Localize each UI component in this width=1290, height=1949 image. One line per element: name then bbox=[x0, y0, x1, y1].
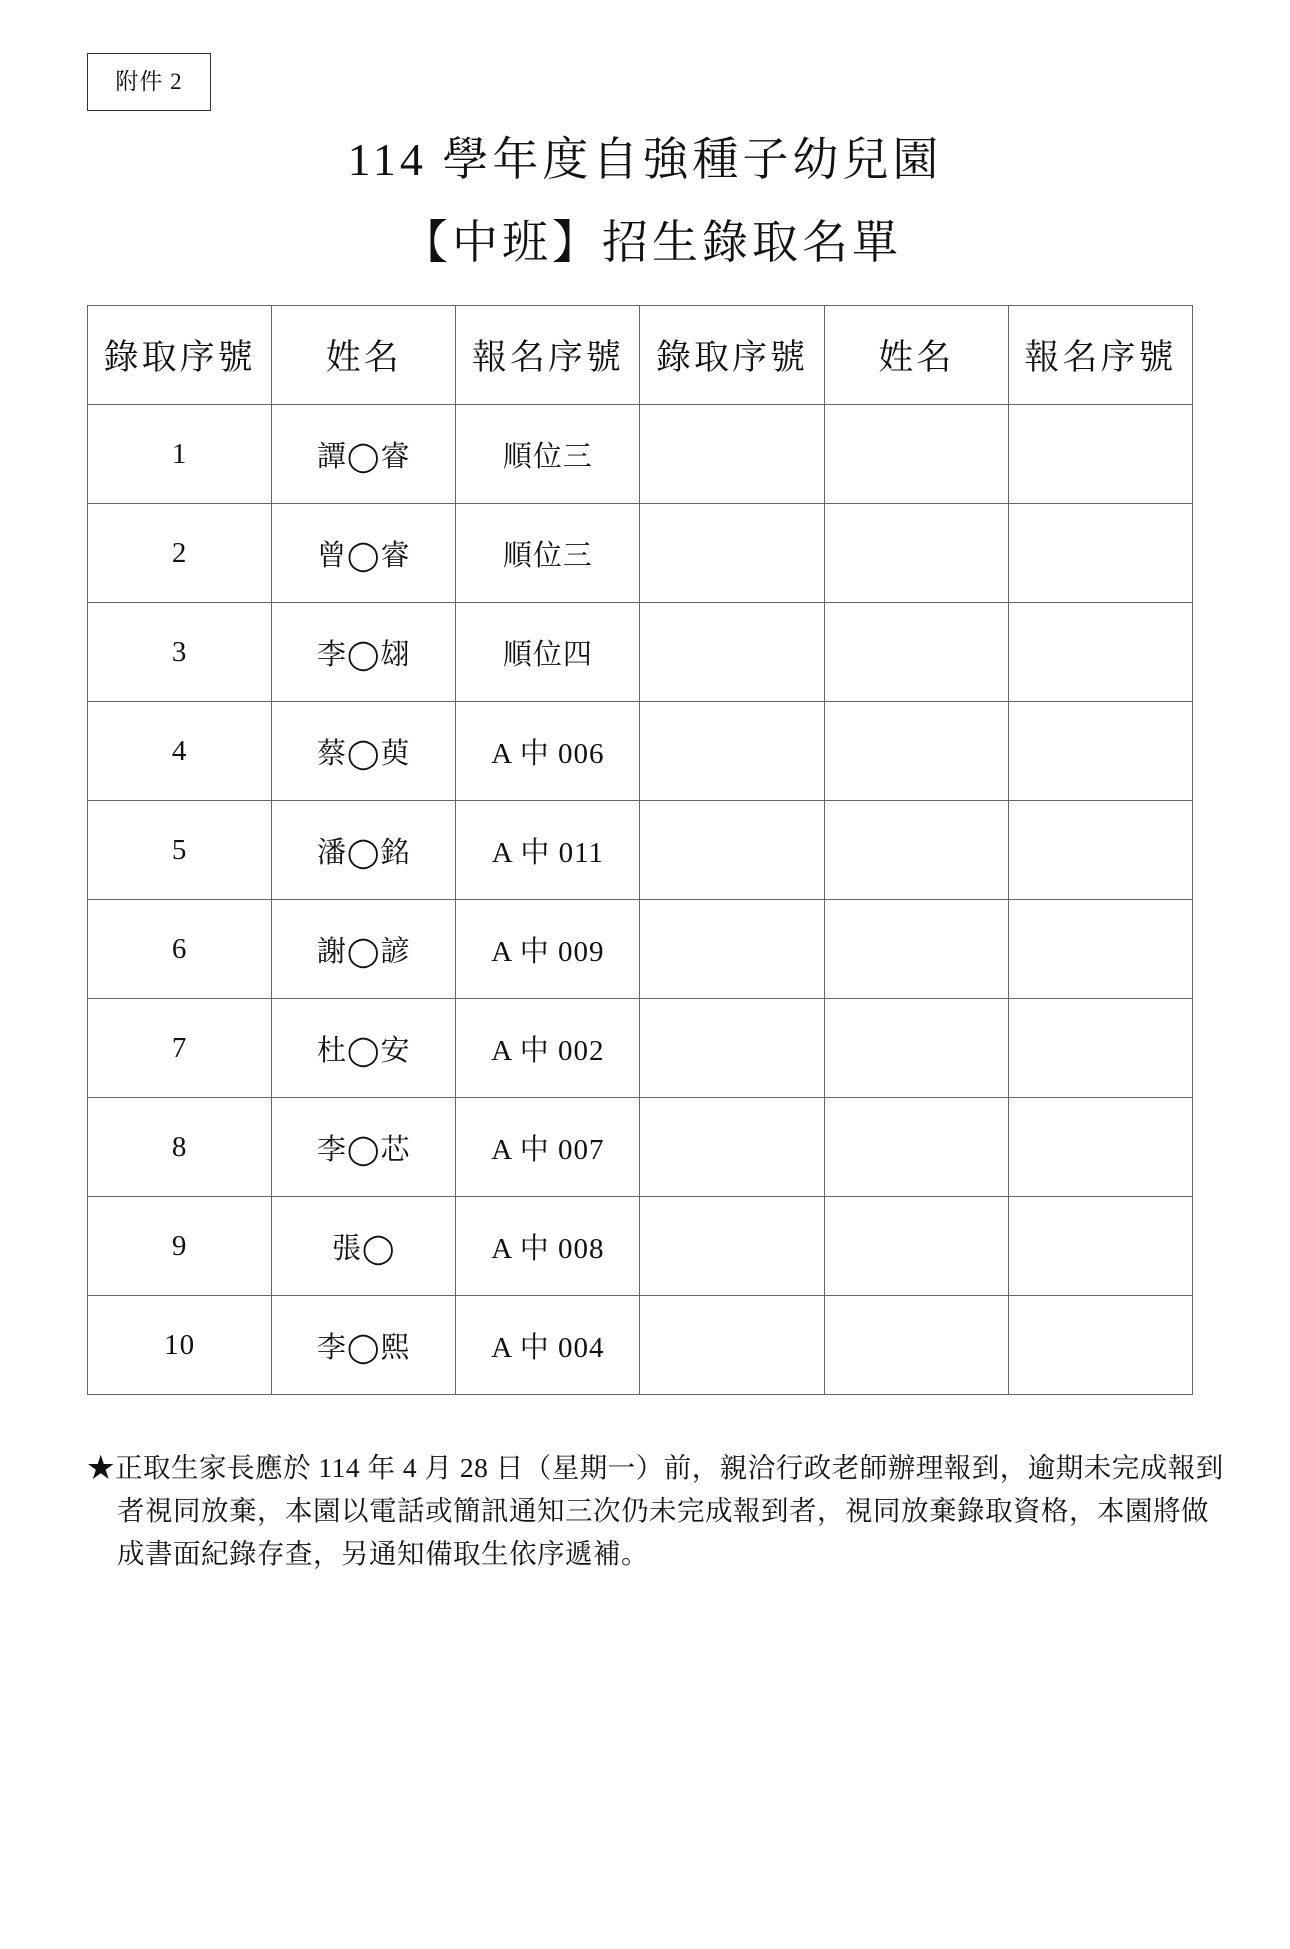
registration-number-cell: A 中 009 bbox=[456, 900, 640, 999]
name-cell-right bbox=[824, 504, 1008, 603]
name-cell-right bbox=[824, 405, 1008, 504]
registration-number-cell-right bbox=[1008, 1098, 1192, 1197]
name-cell-right bbox=[824, 1296, 1008, 1395]
name-cell-right bbox=[824, 900, 1008, 999]
name-cell: 李◯芯 bbox=[272, 1098, 456, 1197]
registration-number-cell-right bbox=[1008, 1296, 1192, 1395]
registration-number-cell-right bbox=[1008, 504, 1192, 603]
name-cell: 蔡◯萸 bbox=[272, 702, 456, 801]
table-row bbox=[88, 999, 1193, 1098]
name-cell-right bbox=[824, 1197, 1008, 1296]
document-title: 114 學年度自強種子幼兒園 bbox=[347, 134, 943, 185]
name-cell-right bbox=[824, 1098, 1008, 1197]
admission-number-cell-right bbox=[640, 1197, 824, 1296]
admission-number-cell: 2 bbox=[88, 504, 272, 603]
header-admission-number-right: 錄取序號 bbox=[640, 306, 824, 405]
note-line: 者視同放棄，本園以電話或簡訊通知三次仍未完成報到者，視同放棄錄取資格，本園將做 bbox=[117, 1495, 1209, 1526]
registration-number-cell-right bbox=[1008, 603, 1192, 702]
admission-number-cell-right bbox=[640, 702, 824, 801]
table-row bbox=[88, 1197, 1193, 1296]
table-row bbox=[88, 801, 1193, 900]
admission-number-cell: 8 bbox=[88, 1098, 272, 1197]
admission-number-cell: 7 bbox=[88, 999, 272, 1098]
admission-number-cell-right bbox=[640, 999, 824, 1098]
registration-number-cell-right bbox=[1008, 1197, 1192, 1296]
document-subtitle: 【中班】招生錄取名單 bbox=[402, 217, 902, 268]
header-registration-number: 報名序號 bbox=[456, 306, 640, 405]
admission-number-cell-right bbox=[640, 801, 824, 900]
table-row bbox=[88, 1296, 1193, 1395]
name-cell: 譚◯睿 bbox=[272, 405, 456, 504]
admission-number-cell-right bbox=[640, 405, 824, 504]
registration-number-cell-right bbox=[1008, 999, 1192, 1098]
name-cell-right bbox=[824, 603, 1008, 702]
table-row bbox=[88, 603, 1193, 702]
admission-number-cell: 10 bbox=[88, 1296, 272, 1395]
name-cell: 杜◯安 bbox=[272, 999, 456, 1098]
admission-number-cell-right bbox=[640, 1296, 824, 1395]
registration-number-cell-right bbox=[1008, 702, 1192, 801]
note-text: 正取生家長應於 114 年 4 月 28 日（星期一）前，親洽行政老師辦理報到，逾期未完成報到 bbox=[115, 1452, 1224, 1483]
name-cell-right bbox=[824, 999, 1008, 1098]
header-registration-number-right: 報名序號 bbox=[1008, 306, 1192, 405]
admission-number-cell-right bbox=[640, 603, 824, 702]
admission-number-cell-right bbox=[640, 504, 824, 603]
table-row bbox=[88, 504, 1193, 603]
header-admission-number: 錄取序號 bbox=[88, 306, 272, 405]
registration-note bbox=[87, 1446, 1237, 1575]
table-header-row bbox=[88, 306, 1193, 405]
admission-number-cell-right bbox=[640, 1098, 824, 1197]
name-cell-right bbox=[824, 801, 1008, 900]
admission-number-cell: 5 bbox=[88, 801, 272, 900]
attachment-label: 附件 2 bbox=[87, 53, 211, 111]
name-cell: 李◯熙 bbox=[272, 1296, 456, 1395]
registration-number-cell: 順位三 bbox=[456, 504, 640, 603]
note-line bbox=[87, 1446, 1237, 1489]
note-line: 成書面紀錄存查，另通知備取生依序遞補。 bbox=[117, 1538, 649, 1569]
registration-number-cell-right bbox=[1008, 900, 1192, 999]
name-cell: 曾◯睿 bbox=[272, 504, 456, 603]
admission-number-cell: 4 bbox=[88, 702, 272, 801]
registration-number-cell: 順位三 bbox=[456, 405, 640, 504]
table-row bbox=[88, 1098, 1193, 1197]
name-cell-right bbox=[824, 702, 1008, 801]
header-name: 姓名 bbox=[272, 306, 456, 405]
registration-number-cell: A 中 006 bbox=[456, 702, 640, 801]
admission-number-cell: 3 bbox=[88, 603, 272, 702]
registration-number-cell: A 中 008 bbox=[456, 1197, 640, 1296]
name-cell: 潘◯銘 bbox=[272, 801, 456, 900]
table-row bbox=[88, 702, 1193, 801]
admission-number-cell-right bbox=[640, 900, 824, 999]
admission-number-cell: 1 bbox=[88, 405, 272, 504]
table-row bbox=[88, 900, 1193, 999]
table-body bbox=[88, 405, 1193, 1395]
registration-number-cell: A 中 004 bbox=[456, 1296, 640, 1395]
name-cell: 謝◯諺 bbox=[272, 900, 456, 999]
admission-number-cell: 9 bbox=[88, 1197, 272, 1296]
registration-number-cell: A 中 011 bbox=[456, 801, 640, 900]
registration-number-cell-right bbox=[1008, 801, 1192, 900]
registration-number-cell: 順位四 bbox=[456, 603, 640, 702]
registration-number-cell-right bbox=[1008, 405, 1192, 504]
registration-number-cell: A 中 002 bbox=[456, 999, 640, 1098]
registration-number-cell: A 中 007 bbox=[456, 1098, 640, 1197]
table-row bbox=[88, 405, 1193, 504]
admission-list-table bbox=[87, 305, 1193, 1395]
admission-number-cell: 6 bbox=[88, 900, 272, 999]
name-cell: 張◯ bbox=[272, 1197, 456, 1296]
header-name-right: 姓名 bbox=[824, 306, 1008, 405]
name-cell: 李◯翃 bbox=[272, 603, 456, 702]
star-icon: ★ bbox=[87, 1452, 115, 1483]
